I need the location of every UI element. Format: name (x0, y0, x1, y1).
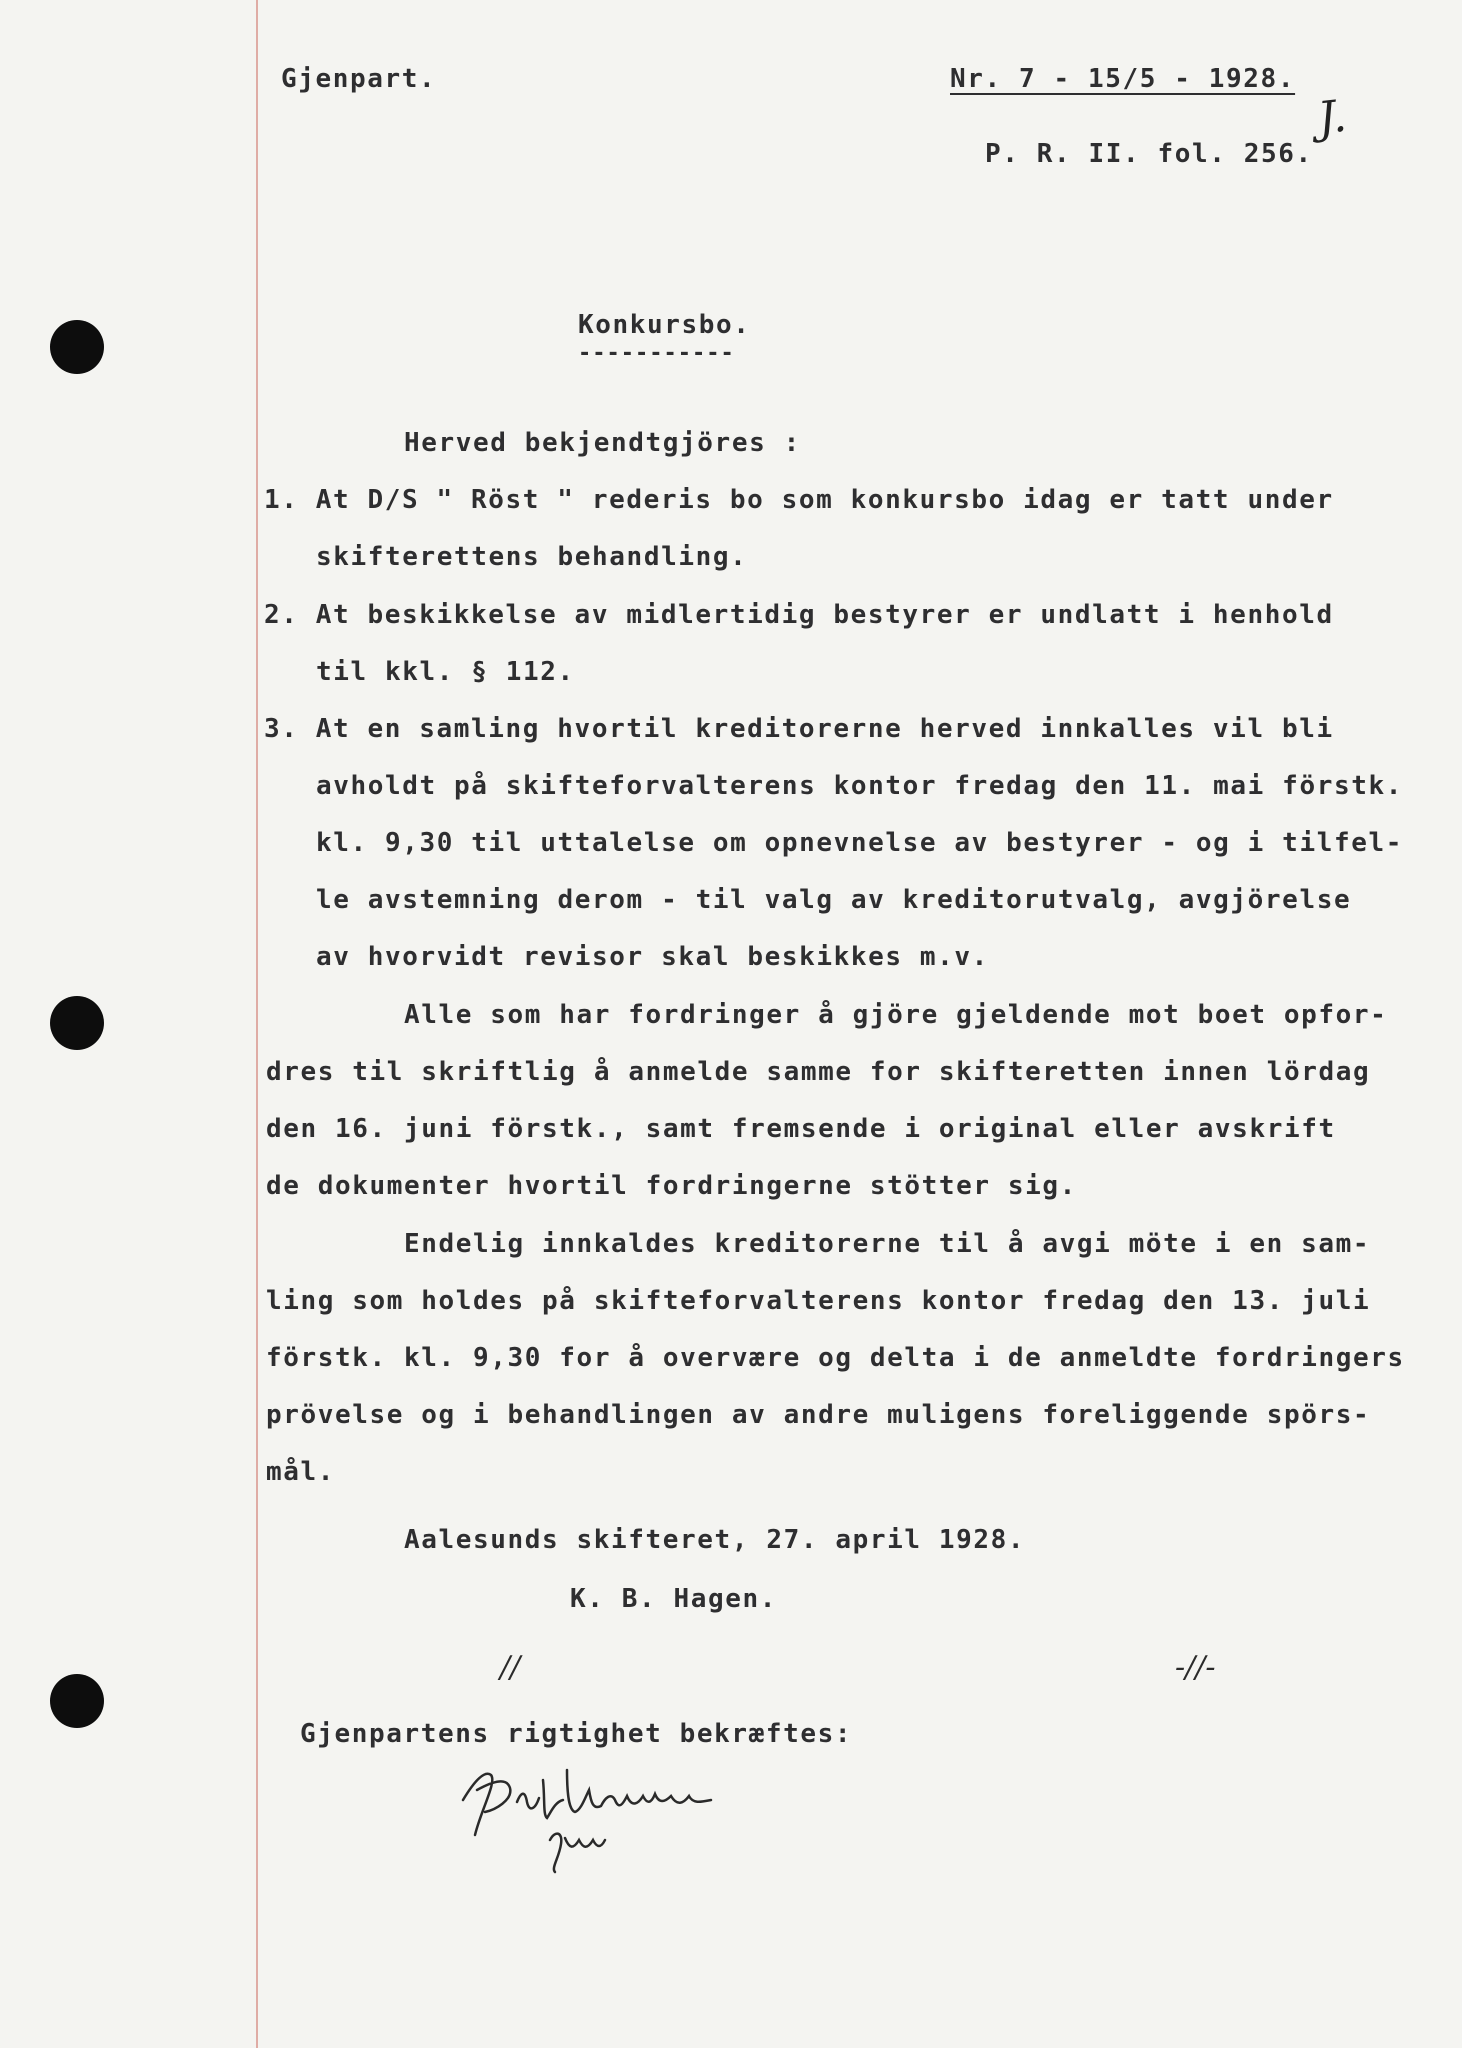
handwritten-initial: J. (1315, 90, 1349, 145)
body-line-11: Alle som har fordringer å gjöre gjeldende mot boet opfor- (404, 1000, 1388, 1030)
body-line-12: dres til skriftlig å anmelde samme for skifteretten innen lördag (266, 1057, 1371, 1087)
gjenpart-label: Gjenpart. (281, 64, 437, 94)
body-line-1: Herved bekjendtgjöres : (404, 428, 801, 458)
document-number: Nr. 7 - 15/5 - 1928. (950, 64, 1296, 94)
body-line-5: til kkl. § 112. (316, 657, 575, 687)
body-line-14: de dokumenter hvortil fordringerne stötter sig. (266, 1171, 1077, 1201)
folio-reference: P. R. II. fol. 256. (985, 139, 1313, 169)
title-underline: ----------- (578, 341, 735, 366)
mark-right: -//- (1175, 1650, 1216, 1685)
body-line-10: av hvorvidt revisor skal beskikkes m.v. (316, 942, 989, 972)
body-line-16: ling som holdes på skifteforvalterens kontor fredag den 13. juli (266, 1286, 1371, 1316)
handwritten-signature (455, 1740, 755, 1880)
body-line-4: 2. At beskikkelse av midlertidig bestyrer er undlatt i henhold (264, 600, 1334, 630)
place-date-line: Aalesunds skifteret, 27. april 1928. (404, 1525, 1026, 1555)
signatory-name: K. B. Hagen. (570, 1584, 778, 1614)
punch-hole-top (50, 320, 104, 374)
punch-hole-middle (50, 996, 104, 1050)
body-line-13: den 16. juni förstk., samt fremsende i original eller avskrift (266, 1114, 1336, 1144)
document-title: Konkursbo. (578, 310, 751, 340)
body-line-6: 3. At en samling hvortil kreditorerne herved innkalles vil bli (264, 714, 1334, 744)
body-line-8: kl. 9,30 til uttalelse om opnevnelse av bestyrer - og i tilfel- (316, 828, 1403, 858)
body-line-9: le avstemning derom - til valg av kreditorutvalg, avgjörelse (316, 885, 1352, 915)
body-line-17: förstk. kl. 9,30 for å overvære og delta i de anmeldte fordringers (266, 1343, 1405, 1373)
body-line-2: 1. At D/S " Röst " rederis bo som konkursbo idag er tatt under (264, 485, 1334, 515)
body-line-19: mål. (266, 1457, 336, 1487)
mark-left: // (500, 1650, 521, 1685)
margin-rule (256, 0, 258, 2048)
body-line-18: prövelse og i behandlingen av andre muligens foreliggende spörs- (266, 1400, 1371, 1430)
body-line-3: skifterettens behandling. (316, 542, 748, 572)
punch-hole-bottom (50, 1674, 104, 1728)
body-line-7: avholdt på skifteforvalterens kontor fredag den 11. mai förstk. (316, 771, 1403, 801)
body-line-15: Endelig innkaldes kreditorerne til å avgi möte i en sam- (404, 1229, 1371, 1259)
certification-line: Gjenpartens rigtighet bekræftes: (300, 1719, 853, 1749)
